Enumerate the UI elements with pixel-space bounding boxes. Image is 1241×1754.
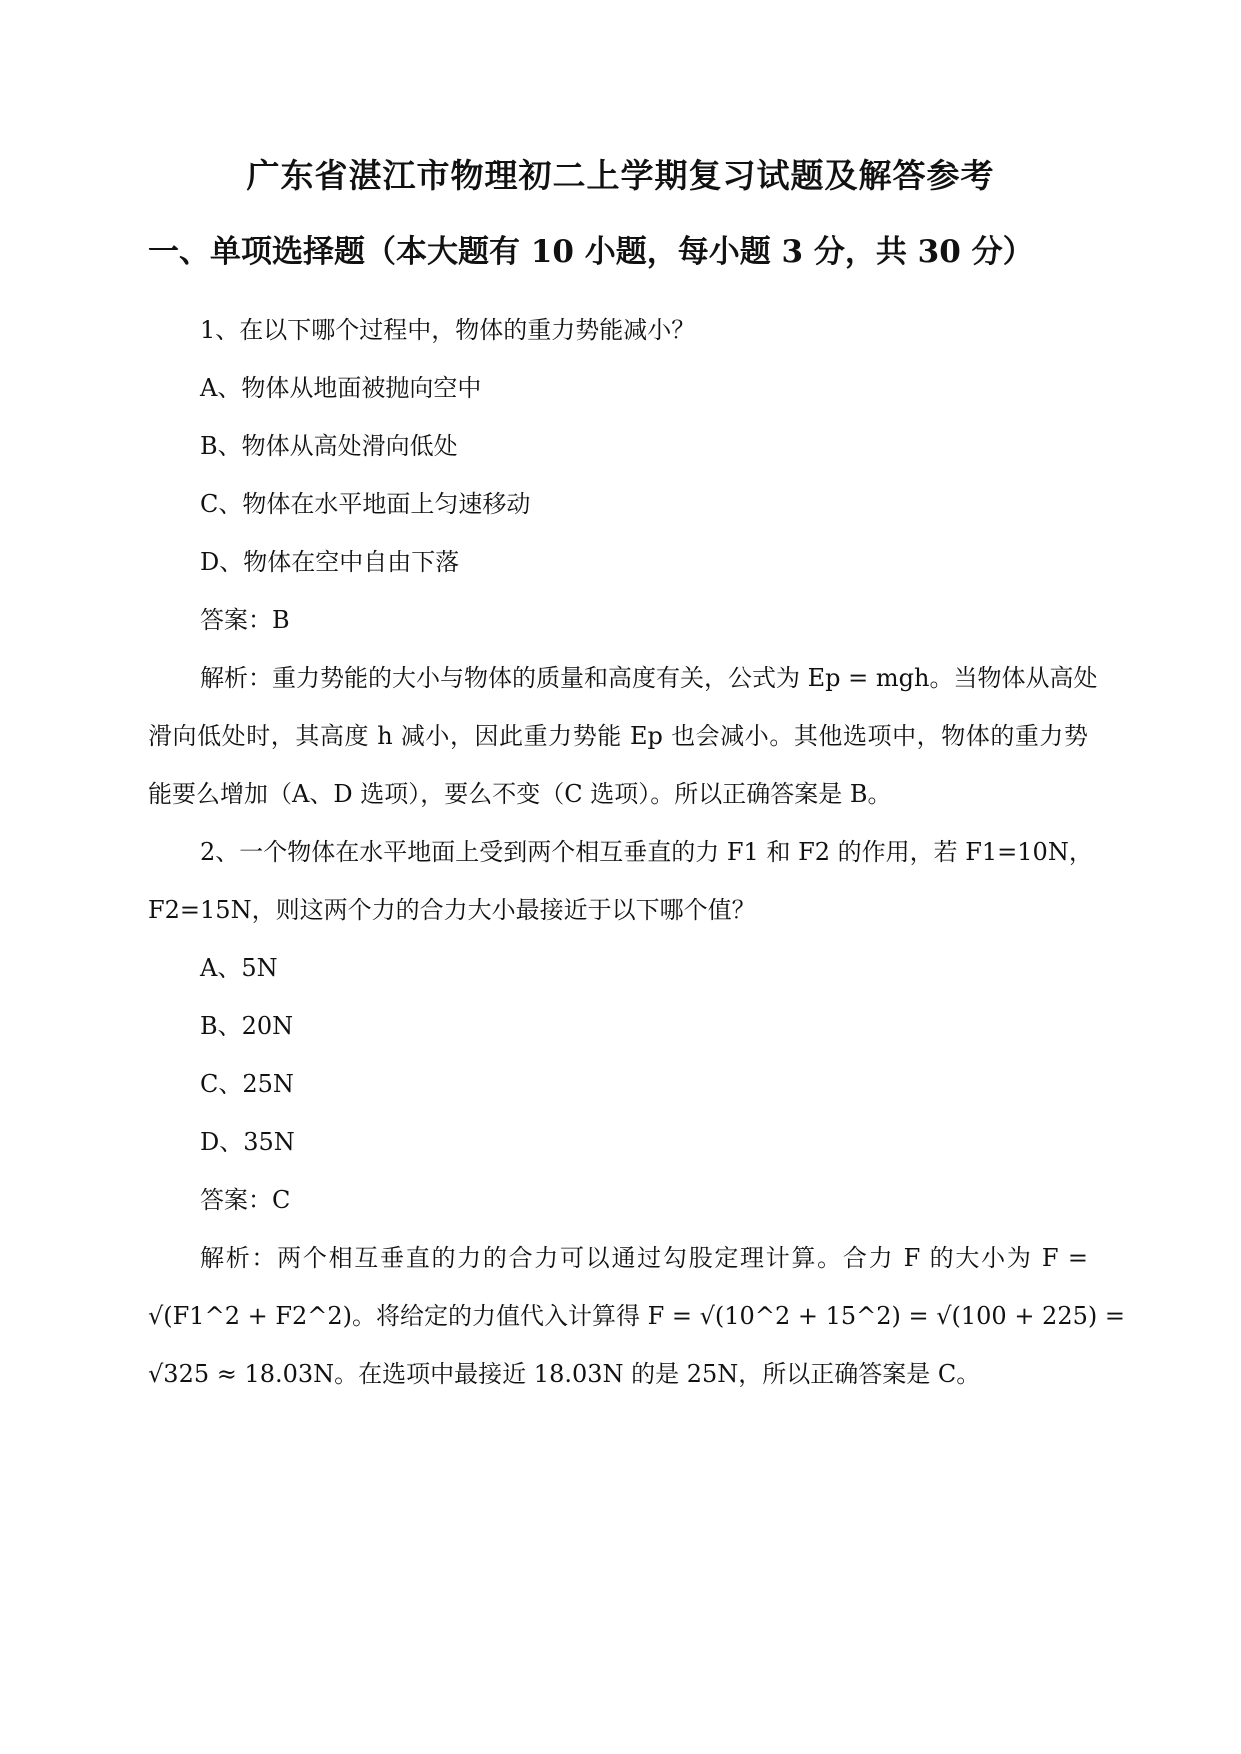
question-1-option-a: A、物体从地面被抛向空中 [200, 374, 482, 402]
question-1-answer: 答案：B [200, 606, 290, 634]
question-2-option-a: A、5N [200, 954, 278, 982]
question-2-option-d: D、35N [200, 1128, 295, 1156]
document-title: 广东省湛江市物理初二上学期复习试题及解答参考 [246, 156, 995, 195]
question-1-analysis-line-2: 滑向低处时，其高度 h 减小，因此重力势能 Ep 也会减小。其他选项中，物体的重力势 [148, 722, 1088, 750]
question-2-option-b: B、20N [200, 1012, 294, 1040]
question-2-analysis-line-3: √325 ≈ 18.03N。在选项中最接近 18.03N 的是 25N，所以正确答案是 C。 [148, 1360, 981, 1388]
question-1-analysis-line-3: 能要么增加（A、D 选项），要么不变（C 选项）。所以正确答案是 B。 [148, 780, 892, 808]
question-1-option-c: C、物体在水平地面上匀速移动 [200, 490, 531, 518]
section-heading: 一、单项选择题（本大题有 10 小题，每小题 3 分，共 30 分） [148, 234, 1034, 270]
question-2-stem-line-2: F2=15N，则这两个力的合力大小最接近于以下哪个值？ [148, 896, 756, 924]
question-2-analysis-line-1: 解析：两个相互垂直的力的合力可以通过勾股定理计算。合力 F 的大小为 F = [200, 1244, 1088, 1272]
question-2-analysis-line-2: √(F1^2 + F2^2)。将给定的力值代入计算得 F = √(10^2 + 15^2) = √(100 + 225) = [148, 1302, 1125, 1330]
question-1-option-b: B、物体从高处滑向低处 [200, 432, 458, 460]
question-1-stem: 1、在以下哪个过程中，物体的重力势能减小？ [200, 316, 696, 344]
question-1-option-d: D、物体在空中自由下落 [200, 548, 460, 576]
question-2-answer: 答案：C [200, 1186, 291, 1214]
question-2-option-c: C、25N [200, 1070, 294, 1098]
question-1-analysis-line-1: 解析：重力势能的大小与物体的质量和高度有关，公式为 Ep = mgh。当物体从高处 [200, 664, 1098, 692]
question-2-stem-line-1: 2、一个物体在水平地面上受到两个相互垂直的力 F1 和 F2 的作用，若 F1=10N， [200, 838, 1093, 866]
